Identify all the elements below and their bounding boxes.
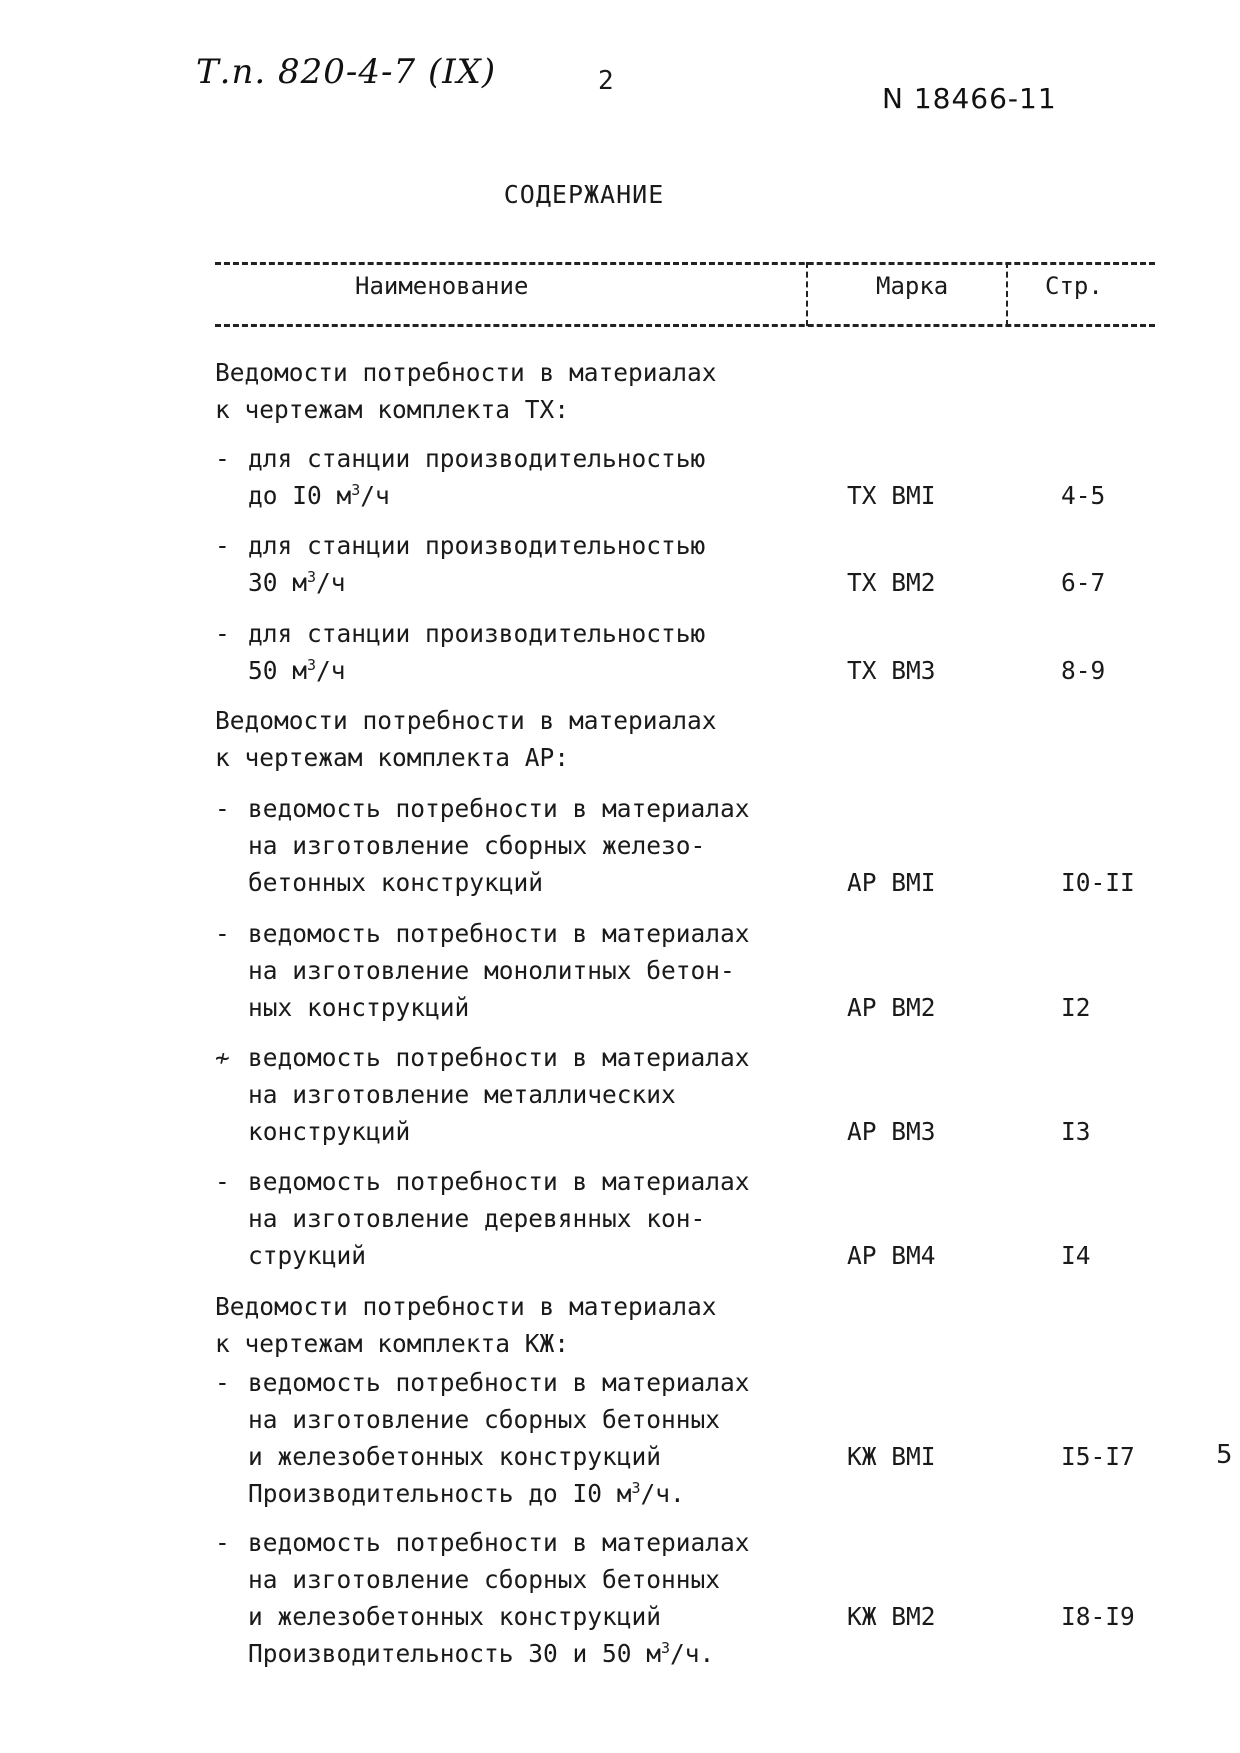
list-item: - для станции производительностью 30 $м^3/ч$ ТХ ВМ2 6-7 — [215, 527, 1215, 601]
bullet-dash: - — [215, 919, 230, 948]
section-heading-tx: Ведомости потребности в материалах к чертежам комплекта ТХ: — [215, 358, 717, 424]
bullet-dash: - — [215, 619, 230, 648]
item-page: I3 — [1061, 1117, 1091, 1146]
column-separator — [1006, 262, 1008, 326]
column-separator — [806, 262, 808, 326]
item-page: 8-9 — [1061, 656, 1106, 685]
column-header-mark: Марка — [876, 272, 949, 300]
item-mark: АР ВМ2 — [847, 993, 936, 1022]
page-number: 2 — [598, 66, 614, 96]
margin-note: 5 — [1216, 1440, 1233, 1470]
handwritten-document-number: N 18466-11 — [882, 82, 1057, 115]
list-item: - ведомость потребности в материалах на изготовление деревянных кон- струкций АР ВМ4 I4 — [215, 1163, 1215, 1274]
item-mark: КЖ ВМI — [847, 1442, 936, 1471]
bullet-dash: - — [215, 444, 230, 473]
section-heading-ar: Ведомости потребности в материалах к чертежам комплекта АР: — [215, 706, 717, 772]
list-item: ≁ ведомость потребности в материалах на изготовление металлических конструкций АР ВМ3 I3 — [215, 1039, 1215, 1150]
bullet-dash: - — [215, 1528, 230, 1557]
item-mark: ТХ ВМI — [847, 481, 936, 510]
item-page: 4-5 — [1061, 481, 1106, 510]
list-item: - ведомость потребности в материалах на изготовление монолитных бетон- ных конструкций АР ВМ2 I2 — [215, 915, 1215, 1026]
item-page: I2 — [1061, 993, 1091, 1022]
item-mark: АР ВМ4 — [847, 1241, 936, 1270]
column-header-page: Стр. — [1045, 272, 1103, 300]
item-page: I4 — [1061, 1241, 1091, 1270]
item-mark: АР ВМI — [847, 868, 936, 897]
list-item: - для станции производительностью до I0 $м^3/ч$ ТХ ВМI 4-5 — [215, 440, 1215, 514]
list-item: - для станции производительностью 50 $м^3/ч$ ТХ ВМ3 8-9 — [215, 615, 1215, 689]
item-page: I8-I9 — [1061, 1602, 1135, 1631]
bullet-dash: - — [215, 794, 230, 823]
item-page: 6-7 — [1061, 568, 1106, 597]
table-header-bottom-rule — [215, 324, 1155, 327]
list-item: - ведомость потребности в материалах на изготовление сборных бетонных и железобетонных конструкций Производительность 30 и 50 $м^3/ч$. КЖ ВМ2 I8-I9 — [215, 1524, 1215, 1672]
item-mark: ТХ ВМ3 — [847, 656, 936, 685]
item-mark: КЖ ВМ2 — [847, 1602, 936, 1631]
column-header-name: Наименование — [355, 272, 529, 300]
handwritten-project-code: Т.п. 820-4-7 (IX) — [196, 52, 497, 92]
bullet-dash: - — [215, 531, 230, 560]
bullet-dash: - — [215, 1368, 230, 1397]
table-header-top-rule — [215, 262, 1155, 265]
list-item: - ведомость потребности в материалах на изготовление сборных бетонных и железобетонных конструкций Производительность до I0 $м^3/ч$. КЖ ВМI I5-I7 — [215, 1364, 1215, 1512]
section-heading-kzh: Ведомости потребности в материалах к чертежам комплекта КЖ: — [215, 1292, 717, 1358]
bullet-handwritten: ≁ — [215, 1043, 230, 1072]
bullet-dash: - — [215, 1167, 230, 1196]
list-item: - ведомость потребности в материалах на изготовление сборных железо- бетонных конструкций АР ВМI I0-II — [215, 790, 1215, 901]
item-mark: ТХ ВМ2 — [847, 568, 936, 597]
item-mark: АР ВМ3 — [847, 1117, 936, 1146]
page-title: СОДЕРЖАНИЕ — [503, 180, 665, 209]
item-page: I0-II — [1061, 868, 1135, 897]
item-page: I5-I7 — [1061, 1442, 1135, 1471]
